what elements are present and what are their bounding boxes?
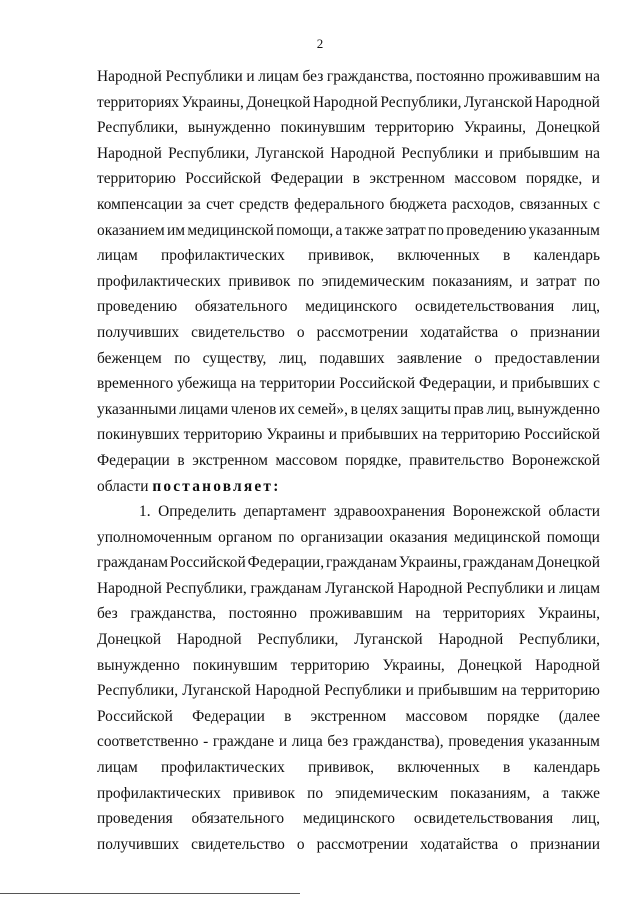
text-line: проведения обязательного медицинского освидетельствования лиц, <box>97 810 600 828</box>
text-line: покинувших территорию Украины и прибывших на территорию Российской <box>97 426 600 444</box>
resolution-line <box>97 474 600 500</box>
text-line: профилактических прививок по эпидемическим показаниям, и затрат по <box>97 272 600 290</box>
text-line: беженцем по существу, лиц, подавших заявление о предоставлении <box>97 349 600 367</box>
resolution-prefix: области <box>97 477 149 495</box>
text-line: без гражданства, постоянно проживавшим на территориях Украины, <box>97 605 600 623</box>
footer-divider <box>0 893 300 894</box>
text-line: Республики, Луганской Народной Республики и прибывшим на территорию <box>97 682 600 700</box>
text-line: вынужденно покинувшим территорию Украины, Донецкой Народной <box>97 656 600 674</box>
text-line: территорию Российской Федерации в экстренном массовом порядке, и <box>97 170 600 188</box>
text-line: компенсации за счет средств федерального бюджета расходов, связанных с <box>97 195 600 213</box>
text-line: территориях Украины, Донецкой Народной Республики, Луганской Народной <box>97 93 600 111</box>
text-line: проведению обязательного медицинского освидетельствования лиц, <box>97 298 600 316</box>
text-line: лицам профилактических прививок, включенных в календарь <box>97 759 600 777</box>
text-line: Народной Республики, гражданам Луганской Народной Республики и лицам <box>97 579 600 597</box>
text-line: соответственно - граждане и лица без гражданства), проведения указанным <box>97 733 600 751</box>
text-line: оказанием им медицинской помощи, а также затрат по проведению указанным <box>97 221 600 239</box>
text-line: уполномоченным органом по организации оказания медицинской помощи <box>97 528 600 546</box>
text-line: Федерации в экстренном массовом порядке, правительство Воронежской <box>97 451 600 469</box>
text-line: 1. Определить департамент здравоохранения Воронежской области <box>139 503 600 521</box>
document-text <box>97 64 600 857</box>
intro-paragraph <box>97 64 600 474</box>
text-line: Донецкой Народной Республики, Луганской Народной Республики, <box>97 631 600 649</box>
text-line: Народной Республики, Луганской Народной Республики и прибывшим на <box>97 144 600 162</box>
text-line: получивших свидетельство о рассмотрении ходатайства о признании <box>97 835 600 853</box>
text-line: Республики, вынужденно покинувшим территорию Украины, Донецкой <box>97 119 600 137</box>
text-line: указанными лицами членов их семей», в целях защиты прав лиц, вынужденно <box>97 400 600 418</box>
text-line: лицам профилактических прививок, включенных в календарь <box>97 247 600 265</box>
page-number: 2 <box>316 36 324 51</box>
resolution-word: постановляет: <box>152 477 281 495</box>
text-line: получивших свидетельство о рассмотрении ходатайства о признании <box>97 323 600 341</box>
text-line: временного убежища на территории Российской Федерации, и прибывших с <box>97 375 600 393</box>
text-line: гражданам Российской Федерации, гражданам Украины, гражданам Донецкой <box>97 554 600 572</box>
text-line: Народной Республики и лицам без гражданства, постоянно проживавшим на <box>97 68 600 85</box>
text-line: профилактических прививок по эпидемическим показаниям, а также <box>97 784 600 802</box>
text-line: Российской Федерации в экстренном массовом порядке (далее <box>97 707 600 725</box>
item-1-paragraph <box>97 499 600 857</box>
